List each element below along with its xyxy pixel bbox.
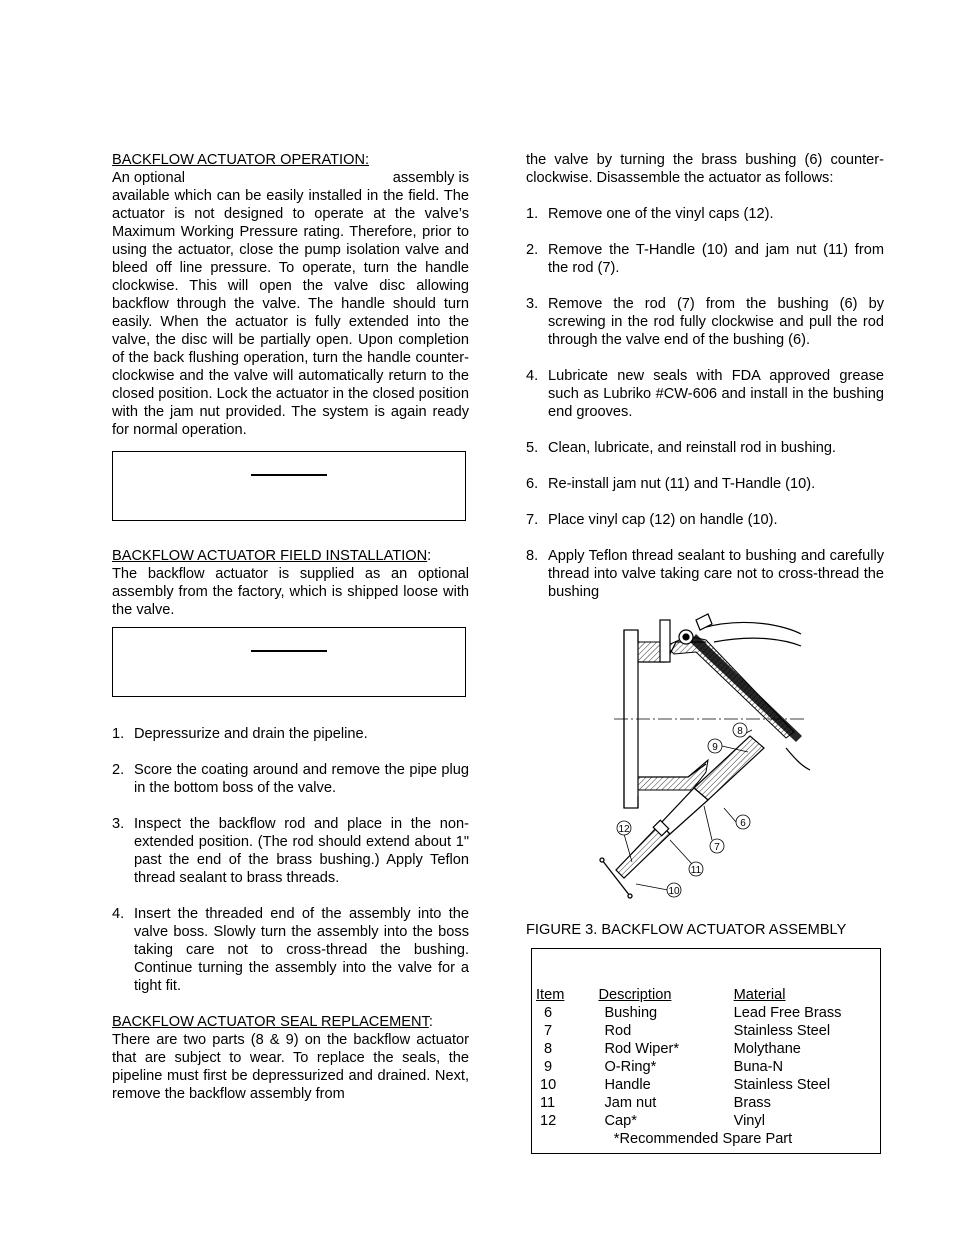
note-box-2 — [112, 627, 466, 697]
callout-label: 9 — [712, 742, 718, 753]
installation-steps — [112, 725, 469, 995]
column-header: Material — [733, 987, 786, 1003]
seal-colon: : — [428, 1014, 433, 1030]
table-row: 6 Bushing Lead Free Brass — [544, 1005, 842, 1021]
seal-heading: BACKFLOW ACTUATOR SEAL REPLACEMENT — [112, 1014, 429, 1030]
callout-label: 8 — [737, 726, 743, 737]
valve-outer-wall — [702, 622, 801, 646]
operation-first-line — [112, 169, 469, 187]
installation-body: The backflow actuator is supplied as an optional assembly from the factory, which is shipped loose with the valve. — [112, 566, 469, 618]
list-item: 8. Apply Teflon thread sealant to bushing and carefully thread into valve taking care not to cross-thread the bushing — [526, 548, 884, 600]
list-item: 2. Remove the T-Handle (10) and jam nut (11) from the rod (7). — [526, 242, 884, 276]
note-box-rule — [251, 650, 327, 652]
operation-heading: BACKFLOW ACTUATOR OPERATION: — [112, 152, 370, 168]
table-footnote-row — [536, 1130, 880, 1148]
list-item: 6. Re-install jam nut (11) and T-Handle (10). — [526, 476, 816, 492]
installation-section — [112, 547, 469, 619]
parts-table — [536, 986, 880, 1148]
right-column — [526, 151, 884, 619]
column-header: Item — [536, 987, 565, 1003]
list-item: 4. Insert the threaded end of the assembly into the valve boss. Slowly turn the assembly into the boss taking care not to cross-thread the bushing. Continue turning the assembly into the valve for a tight fit. — [112, 906, 469, 994]
callout-label: 12 — [618, 824, 630, 835]
table-row: 10 Handle Stainless Steel — [540, 1077, 831, 1093]
disassembly-steps — [526, 205, 884, 601]
callout-label: 6 — [740, 818, 746, 829]
note-box-1 — [112, 451, 466, 521]
seal-body: There are two parts (8 & 9) on the backflow actuator that are subject to wear. To replace the seals, the pipeline must first be depressurized and drained. Next, remove the backflow assembly from — [112, 1032, 469, 1102]
valve-body-upper-2 — [666, 636, 794, 738]
column-header: Description — [598, 987, 672, 1003]
list-item: 3. Inspect the backflow rod and place in the non-extended position. (The rod should extend about 1" past the end of the brass bushing.) Apply Teflon thread sealant to brass threads. — [112, 816, 469, 886]
left-column — [112, 151, 469, 1103]
list-item: 3. Remove the rod (7) from the bushing (6) by screwing in the rod fully clockwise and pull the rod through the valve end of the bushing (6). — [526, 296, 884, 348]
callout-label: 7 — [714, 842, 720, 853]
table-row: 12 Cap* Vinyl — [540, 1113, 765, 1129]
table-row: 9 O-Ring* Buna-N — [544, 1059, 784, 1075]
list-item: 1. Depressurize and drain the pipeline. — [112, 726, 368, 742]
list-item: 1. Remove one of the vinyl caps (12). — [526, 206, 774, 222]
list-item: 4. Lubricate new seals with FDA approved grease such as Lubriko #CW-606 and install in the bushing end grooves. — [526, 368, 884, 420]
backflow-actuator-drawing — [596, 612, 814, 902]
table-header-row — [536, 986, 880, 1004]
table-row: 11 Jam nut Brass — [540, 1095, 771, 1111]
operation-line-end: assembly is — [392, 170, 469, 186]
spare-part-footnote: *Recommended Spare Part — [613, 1131, 793, 1147]
figure-caption: FIGURE 3. BACKFLOW ACTUATOR ASSEMBLY — [526, 922, 847, 938]
callout-label: 11 — [690, 865, 702, 876]
valve-body-upper — [638, 642, 660, 662]
operation-body: available which can be easily installed in the field. The actuator is not designed to operate at the valve’s Maximum Working Pressure rating. Therefore, prior to using the actuator, close the pump isolation valve and bleed off line pressure. To operate, turn the handle clockwise. This will open the valve disc allowing backflow through the valve. The handle should turn easily. When the actuator is fully extended into the valve, the disc will be partially open. Upon completion of the back flushing operation, turn the handle counter-clockwise and the valve will automatically return to the closed position. Lock the actuator in the closed position with the jam nut provided. The system is again ready for normal operation. — [112, 188, 469, 438]
disassembly-intro: the valve by turning the brass bushing (6) counter-clockwise. Disassemble the actuator as follows: — [526, 152, 884, 186]
list-item: 7. Place vinyl cap (12) on handle (10). — [526, 512, 778, 528]
callout-label: 10 — [668, 886, 680, 897]
table-row: 8 Rod Wiper* Molythane — [544, 1041, 801, 1057]
operation-line-start: An optional — [112, 170, 186, 186]
parts-list-box — [531, 948, 881, 1154]
seal-section — [112, 1013, 469, 1103]
installation-heading: BACKFLOW ACTUATOR FIELD INSTALLATION — [112, 548, 428, 564]
table-row: 7 Rod Stainless Steel — [544, 1023, 831, 1039]
note-box-rule — [251, 474, 327, 476]
installation-colon: : — [427, 548, 432, 564]
valve-outer-lower — [786, 748, 810, 770]
list-item: 2. Score the coating around and remove the pipe plug in the bottom boss of the valve. — [112, 762, 469, 796]
list-item: 5. Clean, lubricate, and reinstall rod in bushing. — [526, 440, 836, 456]
